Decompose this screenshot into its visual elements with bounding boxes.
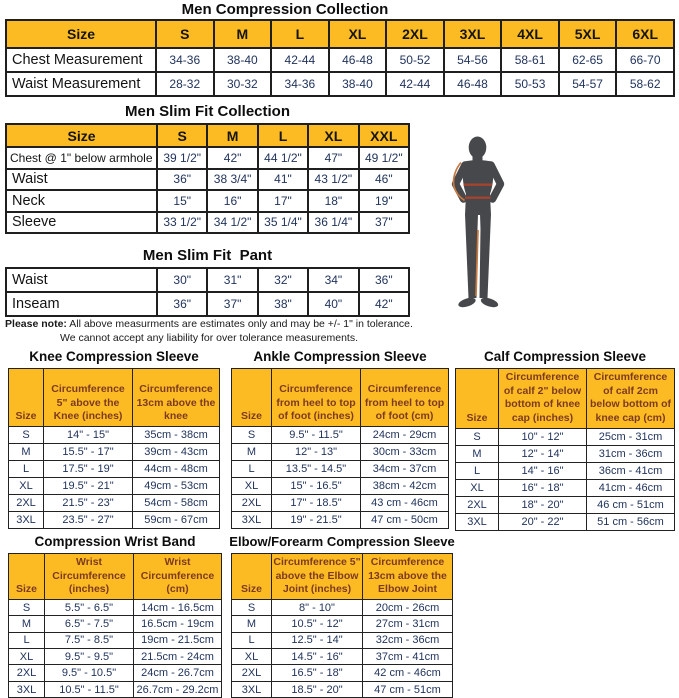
value-cell: 37" xyxy=(207,292,257,316)
value-cell: 42-44 xyxy=(271,48,329,72)
value-cell: 38 3/4" xyxy=(207,169,257,191)
value-cell: 19" - 21.5" xyxy=(272,512,361,529)
value-cell: 30cm - 33cm xyxy=(361,444,449,461)
table-row xyxy=(6,169,409,191)
value-cell: 50-53 xyxy=(501,72,559,96)
row-label-cell: 3XL xyxy=(232,681,272,697)
column-header: Size xyxy=(9,369,44,427)
value-cell: 5.5" - 6.5" xyxy=(45,599,134,615)
value-cell: 12" - 13" xyxy=(272,444,361,461)
row-label-cell: Waist xyxy=(6,268,157,292)
compression-wrist-band-title: Compression Wrist Band xyxy=(34,534,196,549)
column-header: Size xyxy=(6,20,156,48)
table-row xyxy=(9,632,222,648)
row-label-cell: L xyxy=(9,632,45,648)
value-cell: 35cm - 38cm xyxy=(133,427,220,444)
value-cell: 36cm - 41cm xyxy=(587,462,675,479)
value-cell: 6.5" - 7.5" xyxy=(45,616,134,632)
column-header: Size xyxy=(9,554,45,600)
column-header: Circumference of calf 2cm below bottom of knee cap (cm) xyxy=(587,369,675,429)
figure-right-leg xyxy=(480,214,492,298)
value-cell: 49cm - 53cm xyxy=(133,478,220,495)
value-cell: 10" - 12" xyxy=(499,428,587,445)
table-row xyxy=(9,681,222,697)
column-header: Circumference 5" above the Knee (inches) xyxy=(44,369,133,427)
row-label-cell: 2XL xyxy=(232,665,272,681)
column-header: Wrist Circumference (cm) xyxy=(134,554,222,600)
value-cell: 46 cm - 51cm xyxy=(587,496,675,513)
tolerance-note xyxy=(0,318,418,346)
value-cell: 30" xyxy=(157,268,207,292)
value-cell: 42" xyxy=(359,292,409,316)
value-cell: 16.5" - 18" xyxy=(272,665,363,681)
value-cell: 46" xyxy=(359,169,409,191)
value-cell: 9.5" - 11.5" xyxy=(272,427,361,444)
value-cell: 36" xyxy=(157,292,207,316)
row-label-cell: Inseam xyxy=(6,292,157,316)
value-cell: 37" xyxy=(359,212,409,234)
value-cell: 20" - 22" xyxy=(499,513,587,530)
column-header: L xyxy=(258,124,308,147)
value-cell: 14" - 15" xyxy=(44,427,133,444)
table-row xyxy=(6,48,674,72)
value-cell: 17" - 18.5" xyxy=(272,495,361,512)
value-cell: 14.5" - 16" xyxy=(272,649,363,665)
row-label-cell: S xyxy=(456,428,499,445)
table-row xyxy=(9,495,220,512)
table-row xyxy=(232,681,453,697)
header-row xyxy=(456,369,675,429)
value-cell: 36" xyxy=(359,268,409,292)
table-row xyxy=(9,512,220,529)
value-cell: 43 cm - 46cm xyxy=(361,495,449,512)
value-cell: 42-44 xyxy=(386,72,444,96)
header-row xyxy=(6,20,674,48)
value-cell: 7.5" - 8.5" xyxy=(45,632,134,648)
row-label-cell: Sleeve xyxy=(6,212,157,234)
value-cell: 43 1/2" xyxy=(308,169,358,191)
value-cell: 32cm - 36cm xyxy=(363,632,453,648)
value-cell: 54-57 xyxy=(559,72,617,96)
column-header: Wrist Circumference (inches) xyxy=(45,554,134,600)
table-row xyxy=(232,632,453,648)
value-cell: 33 1/2" xyxy=(157,212,207,234)
value-cell: 18.5" - 20" xyxy=(272,681,363,697)
column-header: Circumference 13cm above the Elbow Joint xyxy=(363,554,453,600)
column-header: 4XL xyxy=(501,20,559,48)
value-cell: 38cm - 42cm xyxy=(361,478,449,495)
value-cell: 51 cm - 56cm xyxy=(587,513,675,530)
value-cell: 16.5cm - 19cm xyxy=(134,616,222,632)
value-cell: 50-52 xyxy=(386,48,444,72)
column-header: Circumference 13cm above the knee xyxy=(133,369,220,427)
column-header: S xyxy=(156,20,214,48)
row-label-cell: 3XL xyxy=(9,681,45,697)
column-header: Size xyxy=(6,124,157,147)
row-label-cell: L xyxy=(232,461,272,478)
row-label-cell: L xyxy=(456,462,499,479)
male-silhouette-figure xyxy=(447,136,511,314)
value-cell: 31cm - 36cm xyxy=(587,445,675,462)
table-row xyxy=(232,461,449,478)
table-row xyxy=(456,496,675,513)
value-cell: 32" xyxy=(258,268,308,292)
value-cell: 9.5" - 10.5" xyxy=(45,665,134,681)
ankle-compression-sleeve-table xyxy=(231,368,449,529)
value-cell: 34cm - 37cm xyxy=(361,461,449,478)
table-row xyxy=(232,616,453,632)
table-row xyxy=(232,649,453,665)
value-cell: 10.5" - 12" xyxy=(272,616,363,632)
row-label-cell: Waist xyxy=(6,169,157,191)
calf-compression-sleeve-table xyxy=(455,368,675,531)
row-label-cell: L xyxy=(232,632,272,648)
row-label-cell: XL xyxy=(9,478,44,495)
value-cell: 41" xyxy=(258,169,308,191)
header-row xyxy=(232,554,453,600)
row-label-cell: 3XL xyxy=(232,512,272,529)
value-cell: 62-65 xyxy=(559,48,617,72)
table-row xyxy=(232,599,453,615)
value-cell: 19.5" - 21" xyxy=(44,478,133,495)
value-cell: 42" xyxy=(207,147,257,169)
value-cell: 58-61 xyxy=(501,48,559,72)
men-compression-collection-table xyxy=(5,19,675,97)
row-label-cell: S xyxy=(232,599,272,615)
header-row xyxy=(9,369,220,427)
table-row xyxy=(456,428,675,445)
value-cell: 20cm - 26cm xyxy=(363,599,453,615)
header-row xyxy=(6,124,409,147)
column-header: 6XL xyxy=(616,20,674,48)
value-cell: 25cm - 31cm xyxy=(587,428,675,445)
row-label-cell: M xyxy=(9,616,45,632)
value-cell: 47 cm - 50cm xyxy=(361,512,449,529)
value-cell: 17.5" - 19" xyxy=(44,461,133,478)
header-row xyxy=(232,369,449,427)
column-header: L xyxy=(271,20,329,48)
value-cell: 31" xyxy=(207,268,257,292)
table-row xyxy=(6,268,409,292)
value-cell: 27cm - 31cm xyxy=(363,616,453,632)
row-label-cell: M xyxy=(456,445,499,462)
column-header: M xyxy=(207,124,257,147)
ankle-compression-sleeve-title: Ankle Compression Sleeve xyxy=(253,349,427,364)
men-slim-fit-collection-title: Men Slim Fit Collection xyxy=(124,103,290,120)
value-cell: 36 1/4" xyxy=(308,212,358,234)
row-label-cell: Chest Measurement xyxy=(6,48,156,72)
value-cell: 8" - 10" xyxy=(272,599,363,615)
value-cell: 35 1/4" xyxy=(258,212,308,234)
table-row xyxy=(232,495,449,512)
value-cell: 37cm - 41cm xyxy=(363,649,453,665)
row-label-cell: XL xyxy=(232,649,272,665)
knee-compression-sleeve-title: Knee Compression Sleeve xyxy=(29,349,199,364)
table-row xyxy=(6,190,409,212)
value-cell: 34 1/2" xyxy=(207,212,257,234)
chest-measurement-line xyxy=(464,184,493,186)
table-row xyxy=(456,479,675,496)
table-row xyxy=(9,461,220,478)
elbow-forearm-compression-sleeve-title: Elbow/Forearm Compression Sleeve xyxy=(229,534,455,549)
value-cell: 46-48 xyxy=(329,48,387,72)
value-cell: 34" xyxy=(308,268,358,292)
table-row xyxy=(456,445,675,462)
value-cell: 40" xyxy=(308,292,358,316)
men-slim-fit-collection-table xyxy=(5,123,410,234)
column-header: Size xyxy=(232,554,272,600)
table-row xyxy=(6,72,674,96)
table-row xyxy=(456,513,675,530)
value-cell: 54cm - 58cm xyxy=(133,495,220,512)
table-row xyxy=(9,616,222,632)
value-cell: 23.5" - 27" xyxy=(44,512,133,529)
value-cell: 54-56 xyxy=(444,48,502,72)
table-row xyxy=(232,427,449,444)
table-row xyxy=(9,444,220,461)
table-row xyxy=(9,665,222,681)
column-header: Circumference 5" above the Elbow Joint (inches) xyxy=(272,554,363,600)
value-cell: 21.5" - 23" xyxy=(44,495,133,512)
men-slim-fit-pant-table xyxy=(5,267,410,317)
men-compression-collection-title: Men Compression Collection xyxy=(181,1,389,18)
row-label-cell: XL xyxy=(232,478,272,495)
value-cell: 15" xyxy=(157,190,207,212)
column-header: 2XL xyxy=(386,20,444,48)
value-cell: 39cm - 43cm xyxy=(133,444,220,461)
table-row xyxy=(9,599,222,615)
row-label-cell: 2XL xyxy=(232,495,272,512)
value-cell: 10.5" - 11.5" xyxy=(45,681,134,697)
row-label-cell: XL xyxy=(9,649,45,665)
men-slim-fit-pant-title: Men Slim Fit Pant xyxy=(142,247,273,264)
table-row xyxy=(6,212,409,234)
male-body-icon xyxy=(447,136,511,314)
table-row xyxy=(6,292,409,316)
value-cell: 38-40 xyxy=(214,48,272,72)
table-row xyxy=(9,427,220,444)
row-label-cell: S xyxy=(232,427,272,444)
value-cell: 18" xyxy=(308,190,358,212)
row-label-cell: Neck xyxy=(6,190,157,212)
table-row xyxy=(6,147,409,169)
please-note-label: Please note: xyxy=(5,318,67,330)
value-cell: 9.5" - 9.5" xyxy=(45,649,134,665)
row-label-cell: M xyxy=(232,444,272,461)
table-row xyxy=(232,665,453,681)
row-label-cell: M xyxy=(232,616,272,632)
column-header: Circumference from heel to top of foot (inches) xyxy=(272,369,361,427)
value-cell: 16" xyxy=(207,190,257,212)
column-header: Circumference of calf 2" below bottom of knee cap (inches) xyxy=(499,369,587,429)
row-label-cell: Waist Measurement xyxy=(6,72,156,96)
value-cell: 17" xyxy=(258,190,308,212)
table-row xyxy=(232,512,449,529)
row-label-cell: S xyxy=(9,599,45,615)
value-cell: 14" - 16" xyxy=(499,462,587,479)
value-cell: 15" - 16.5" xyxy=(272,478,361,495)
value-cell: 47 cm - 51cm xyxy=(363,681,453,697)
value-cell: 46-48 xyxy=(444,72,502,96)
table-row xyxy=(232,444,449,461)
value-cell: 21.5cm - 24cm xyxy=(134,649,222,665)
value-cell: 12.5" - 14" xyxy=(272,632,363,648)
row-label-cell: XL xyxy=(456,479,499,496)
value-cell: 24cm - 26.7cm xyxy=(134,665,222,681)
waist-measurement-line xyxy=(465,197,491,199)
value-cell: 59cm - 67cm xyxy=(133,512,220,529)
column-header: 3XL xyxy=(444,20,502,48)
value-cell: 49 1/2" xyxy=(359,147,409,169)
row-label-cell: 3XL xyxy=(9,512,44,529)
row-label-cell: Chest @ 1" below armhole xyxy=(6,147,157,169)
tolerance-note-text: All above measurments are estimates only and may be +/- 1" in tolerance. xyxy=(66,318,413,330)
row-label-cell: 3XL xyxy=(456,513,499,530)
row-label-cell: S xyxy=(9,427,44,444)
tolerance-note-line2: We cannot accept any liability for over tolerance measurements. xyxy=(59,331,359,344)
value-cell: 58-62 xyxy=(616,72,674,96)
table-row xyxy=(9,478,220,495)
column-header: XXL xyxy=(359,124,409,147)
value-cell: 14cm - 16.5cm xyxy=(134,599,222,615)
column-header: Circumference from heel to top of foot (cm) xyxy=(361,369,449,427)
column-header: XL xyxy=(329,20,387,48)
table-row xyxy=(232,478,449,495)
tolerance-note-line1 xyxy=(0,318,418,332)
value-cell: 42 cm - 46cm xyxy=(363,665,453,681)
column-header: Size xyxy=(456,369,499,429)
compression-wrist-band-table xyxy=(8,553,222,698)
value-cell: 38-40 xyxy=(329,72,387,96)
value-cell: 39 1/2" xyxy=(157,147,207,169)
value-cell: 12" - 14" xyxy=(499,445,587,462)
table-row xyxy=(456,462,675,479)
row-label-cell: M xyxy=(9,444,44,461)
value-cell: 36" xyxy=(157,169,207,191)
value-cell: 41cm - 46cm xyxy=(587,479,675,496)
header-row xyxy=(9,554,222,600)
column-header: S xyxy=(157,124,207,147)
row-label-cell: 2XL xyxy=(456,496,499,513)
column-header: XL xyxy=(308,124,358,147)
value-cell: 18" - 20" xyxy=(499,496,587,513)
value-cell: 66-70 xyxy=(616,48,674,72)
value-cell: 28-32 xyxy=(156,72,214,96)
value-cell: 19cm - 21.5cm xyxy=(134,632,222,648)
value-cell: 15.5" - 17" xyxy=(44,444,133,461)
row-label-cell: 2XL xyxy=(9,495,44,512)
value-cell: 26.7cm - 29.2cm xyxy=(134,681,222,697)
value-cell: 16" - 18" xyxy=(499,479,587,496)
column-header: M xyxy=(214,20,272,48)
elbow-forearm-compression-sleeve-table xyxy=(231,553,453,698)
value-cell: 34-36 xyxy=(271,72,329,96)
value-cell: 34-36 xyxy=(156,48,214,72)
knee-compression-sleeve-table xyxy=(8,368,220,529)
row-label-cell: L xyxy=(9,461,44,478)
value-cell: 30-32 xyxy=(214,72,272,96)
row-label-cell: 2XL xyxy=(9,665,45,681)
value-cell: 47" xyxy=(308,147,358,169)
value-cell: 44 1/2" xyxy=(258,147,308,169)
value-cell: 24cm - 29cm xyxy=(361,427,449,444)
value-cell: 19" xyxy=(359,190,409,212)
value-cell: 38" xyxy=(258,292,308,316)
column-header: Size xyxy=(232,369,272,427)
column-header: 5XL xyxy=(559,20,617,48)
value-cell: 13.5" - 14.5" xyxy=(272,461,361,478)
value-cell: 44cm - 48cm xyxy=(133,461,220,478)
table-row xyxy=(9,649,222,665)
calf-compression-sleeve-title: Calf Compression Sleeve xyxy=(483,349,647,364)
